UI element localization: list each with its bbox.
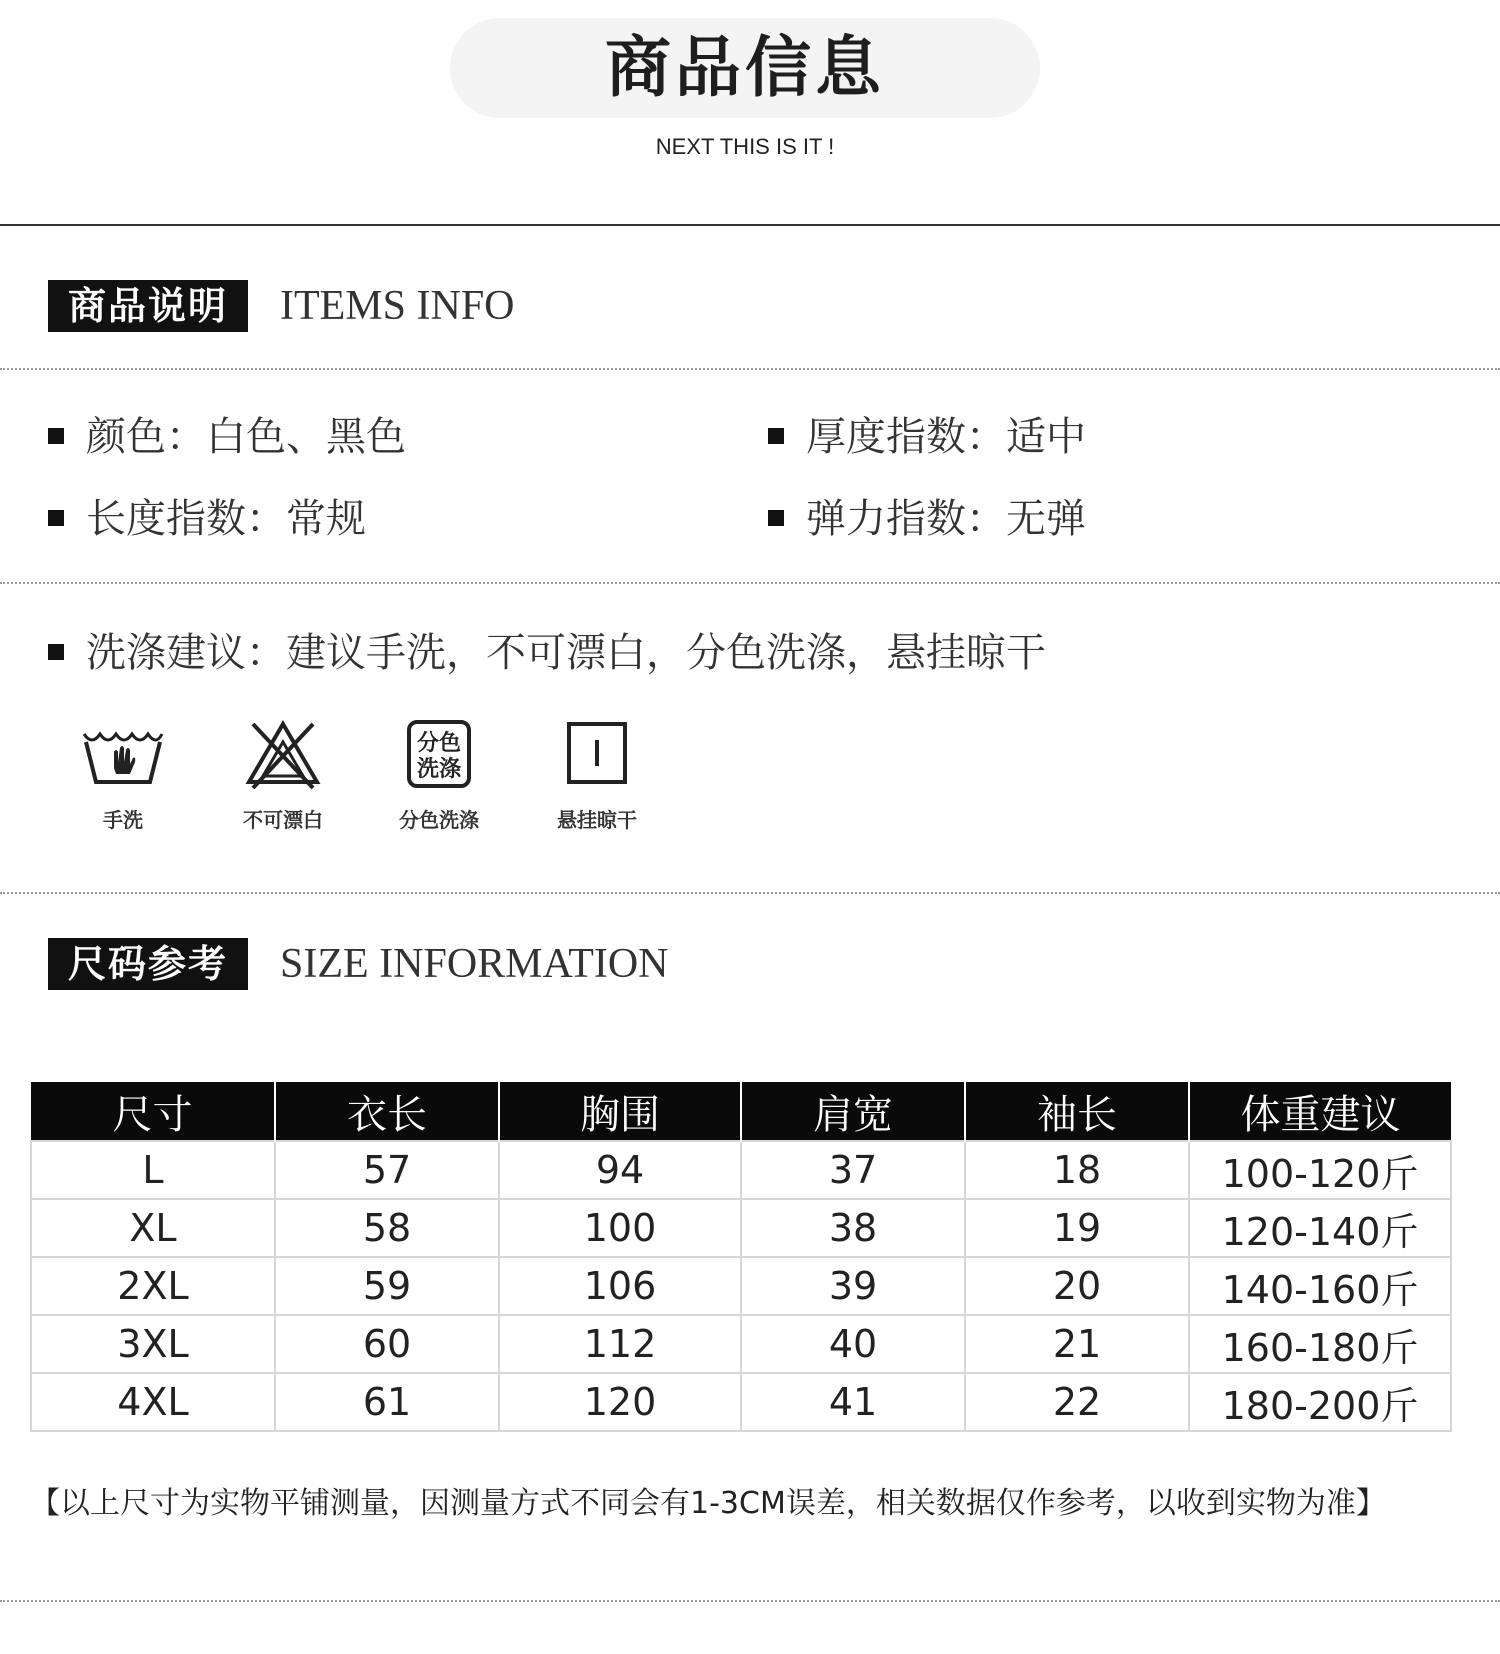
table-row bbox=[31, 1373, 1451, 1431]
wash-separately-icon bbox=[403, 718, 475, 790]
table-cell: 20 bbox=[965, 1257, 1189, 1315]
info-item-length bbox=[48, 494, 366, 544]
icon-text: 洗涤 bbox=[416, 757, 462, 782]
column-header: 体重建议 bbox=[1189, 1082, 1451, 1141]
table-cell: 39 bbox=[741, 1257, 965, 1315]
info-item-elasticity bbox=[768, 494, 1086, 544]
table-cell: 2XL bbox=[31, 1257, 275, 1315]
info-item-color bbox=[48, 412, 406, 462]
info-item-thickness bbox=[768, 412, 1086, 462]
table-cell: 19 bbox=[965, 1199, 1189, 1257]
column-header: 肩宽 bbox=[741, 1082, 965, 1141]
table-cell: 59 bbox=[275, 1257, 499, 1315]
care-wash-separately bbox=[374, 718, 504, 833]
size-info-heading: SIZE INFORMATION bbox=[280, 941, 669, 987]
info-item-text: 弹力指数：无弹 bbox=[806, 496, 1086, 542]
items-info-label: 商品说明 bbox=[48, 280, 248, 332]
header-divider bbox=[0, 224, 1500, 226]
bullet-icon bbox=[768, 510, 784, 526]
care-label: 手洗 bbox=[103, 808, 143, 832]
table-cell: 41 bbox=[741, 1373, 965, 1431]
column-header: 尺寸 bbox=[31, 1082, 275, 1141]
bullet-icon bbox=[48, 644, 64, 660]
table-cell: 180-200斤 bbox=[1189, 1373, 1451, 1431]
table-cell: 140-160斤 bbox=[1189, 1257, 1451, 1315]
dotted-divider bbox=[0, 1600, 1500, 1602]
table-cell: 3XL bbox=[31, 1315, 275, 1373]
table-cell: 38 bbox=[741, 1199, 965, 1257]
dotted-divider bbox=[0, 892, 1500, 894]
bullet-icon bbox=[768, 428, 784, 444]
table-header-row bbox=[31, 1082, 1451, 1141]
table-row bbox=[31, 1141, 1451, 1199]
table-cell: 100-120斤 bbox=[1189, 1141, 1451, 1199]
table-cell: L bbox=[31, 1141, 275, 1199]
info-item-text: 厚度指数：适中 bbox=[806, 414, 1086, 460]
table-row bbox=[31, 1315, 1451, 1373]
bullet-icon bbox=[48, 428, 64, 444]
size-table bbox=[30, 1082, 1452, 1432]
page-subtitle: NEXT THIS IS IT ! bbox=[655, 134, 835, 159]
table-cell: 61 bbox=[275, 1373, 499, 1431]
icon-text: 分色 bbox=[416, 731, 462, 756]
table-cell: 37 bbox=[741, 1141, 965, 1199]
no-bleach-icon bbox=[243, 718, 323, 790]
table-cell: 112 bbox=[499, 1315, 741, 1373]
care-hang-dry bbox=[532, 718, 662, 833]
table-cell: 22 bbox=[965, 1373, 1189, 1431]
info-item-text: 长度指数：常规 bbox=[86, 496, 366, 542]
dotted-divider bbox=[0, 368, 1500, 370]
table-cell: 60 bbox=[275, 1315, 499, 1373]
table-cell: 120-140斤 bbox=[1189, 1199, 1451, 1257]
column-header: 胸围 bbox=[499, 1082, 741, 1141]
measurement-note: 【以上尺寸为实物平铺测量，因测量方式不同会有1-3CM误差，相关数据仅作参考，以收到实物为准】 bbox=[30, 1486, 1386, 1521]
wash-advice-text: 洗涤建议：建议手洗，不可漂白，分色洗涤，悬挂晾干 bbox=[86, 630, 1046, 676]
dotted-divider bbox=[0, 582, 1500, 584]
table-cell: 18 bbox=[965, 1141, 1189, 1199]
info-item-text: 颜色：白色、黑色 bbox=[86, 414, 406, 460]
bullet-icon bbox=[48, 510, 64, 526]
table-cell: 100 bbox=[499, 1199, 741, 1257]
care-label: 不可漂白 bbox=[243, 808, 323, 832]
care-no-bleach bbox=[218, 718, 348, 833]
column-header: 袖长 bbox=[965, 1082, 1189, 1141]
table-row bbox=[31, 1257, 1451, 1315]
hand-wash-icon bbox=[78, 718, 168, 790]
table-row bbox=[31, 1199, 1451, 1257]
column-header: 衣长 bbox=[275, 1082, 499, 1141]
table-cell: 4XL bbox=[31, 1373, 275, 1431]
page-title: 商品信息 bbox=[605, 29, 885, 106]
table-cell: 160-180斤 bbox=[1189, 1315, 1451, 1373]
table-cell: XL bbox=[31, 1199, 275, 1257]
hang-dry-icon bbox=[561, 718, 633, 790]
info-item-washing bbox=[48, 628, 1046, 678]
table-cell: 106 bbox=[499, 1257, 741, 1315]
items-info-heading: ITEMS INFO bbox=[280, 283, 515, 329]
table-cell: 120 bbox=[499, 1373, 741, 1431]
table-cell: 94 bbox=[499, 1141, 741, 1199]
care-label: 悬挂晾干 bbox=[557, 808, 637, 832]
size-info-label: 尺码参考 bbox=[48, 938, 248, 990]
care-hand-wash bbox=[58, 718, 188, 833]
table-cell: 57 bbox=[275, 1141, 499, 1199]
table-cell: 21 bbox=[965, 1315, 1189, 1373]
table-cell: 58 bbox=[275, 1199, 499, 1257]
care-label: 分色洗涤 bbox=[399, 808, 479, 832]
table-cell: 40 bbox=[741, 1315, 965, 1373]
